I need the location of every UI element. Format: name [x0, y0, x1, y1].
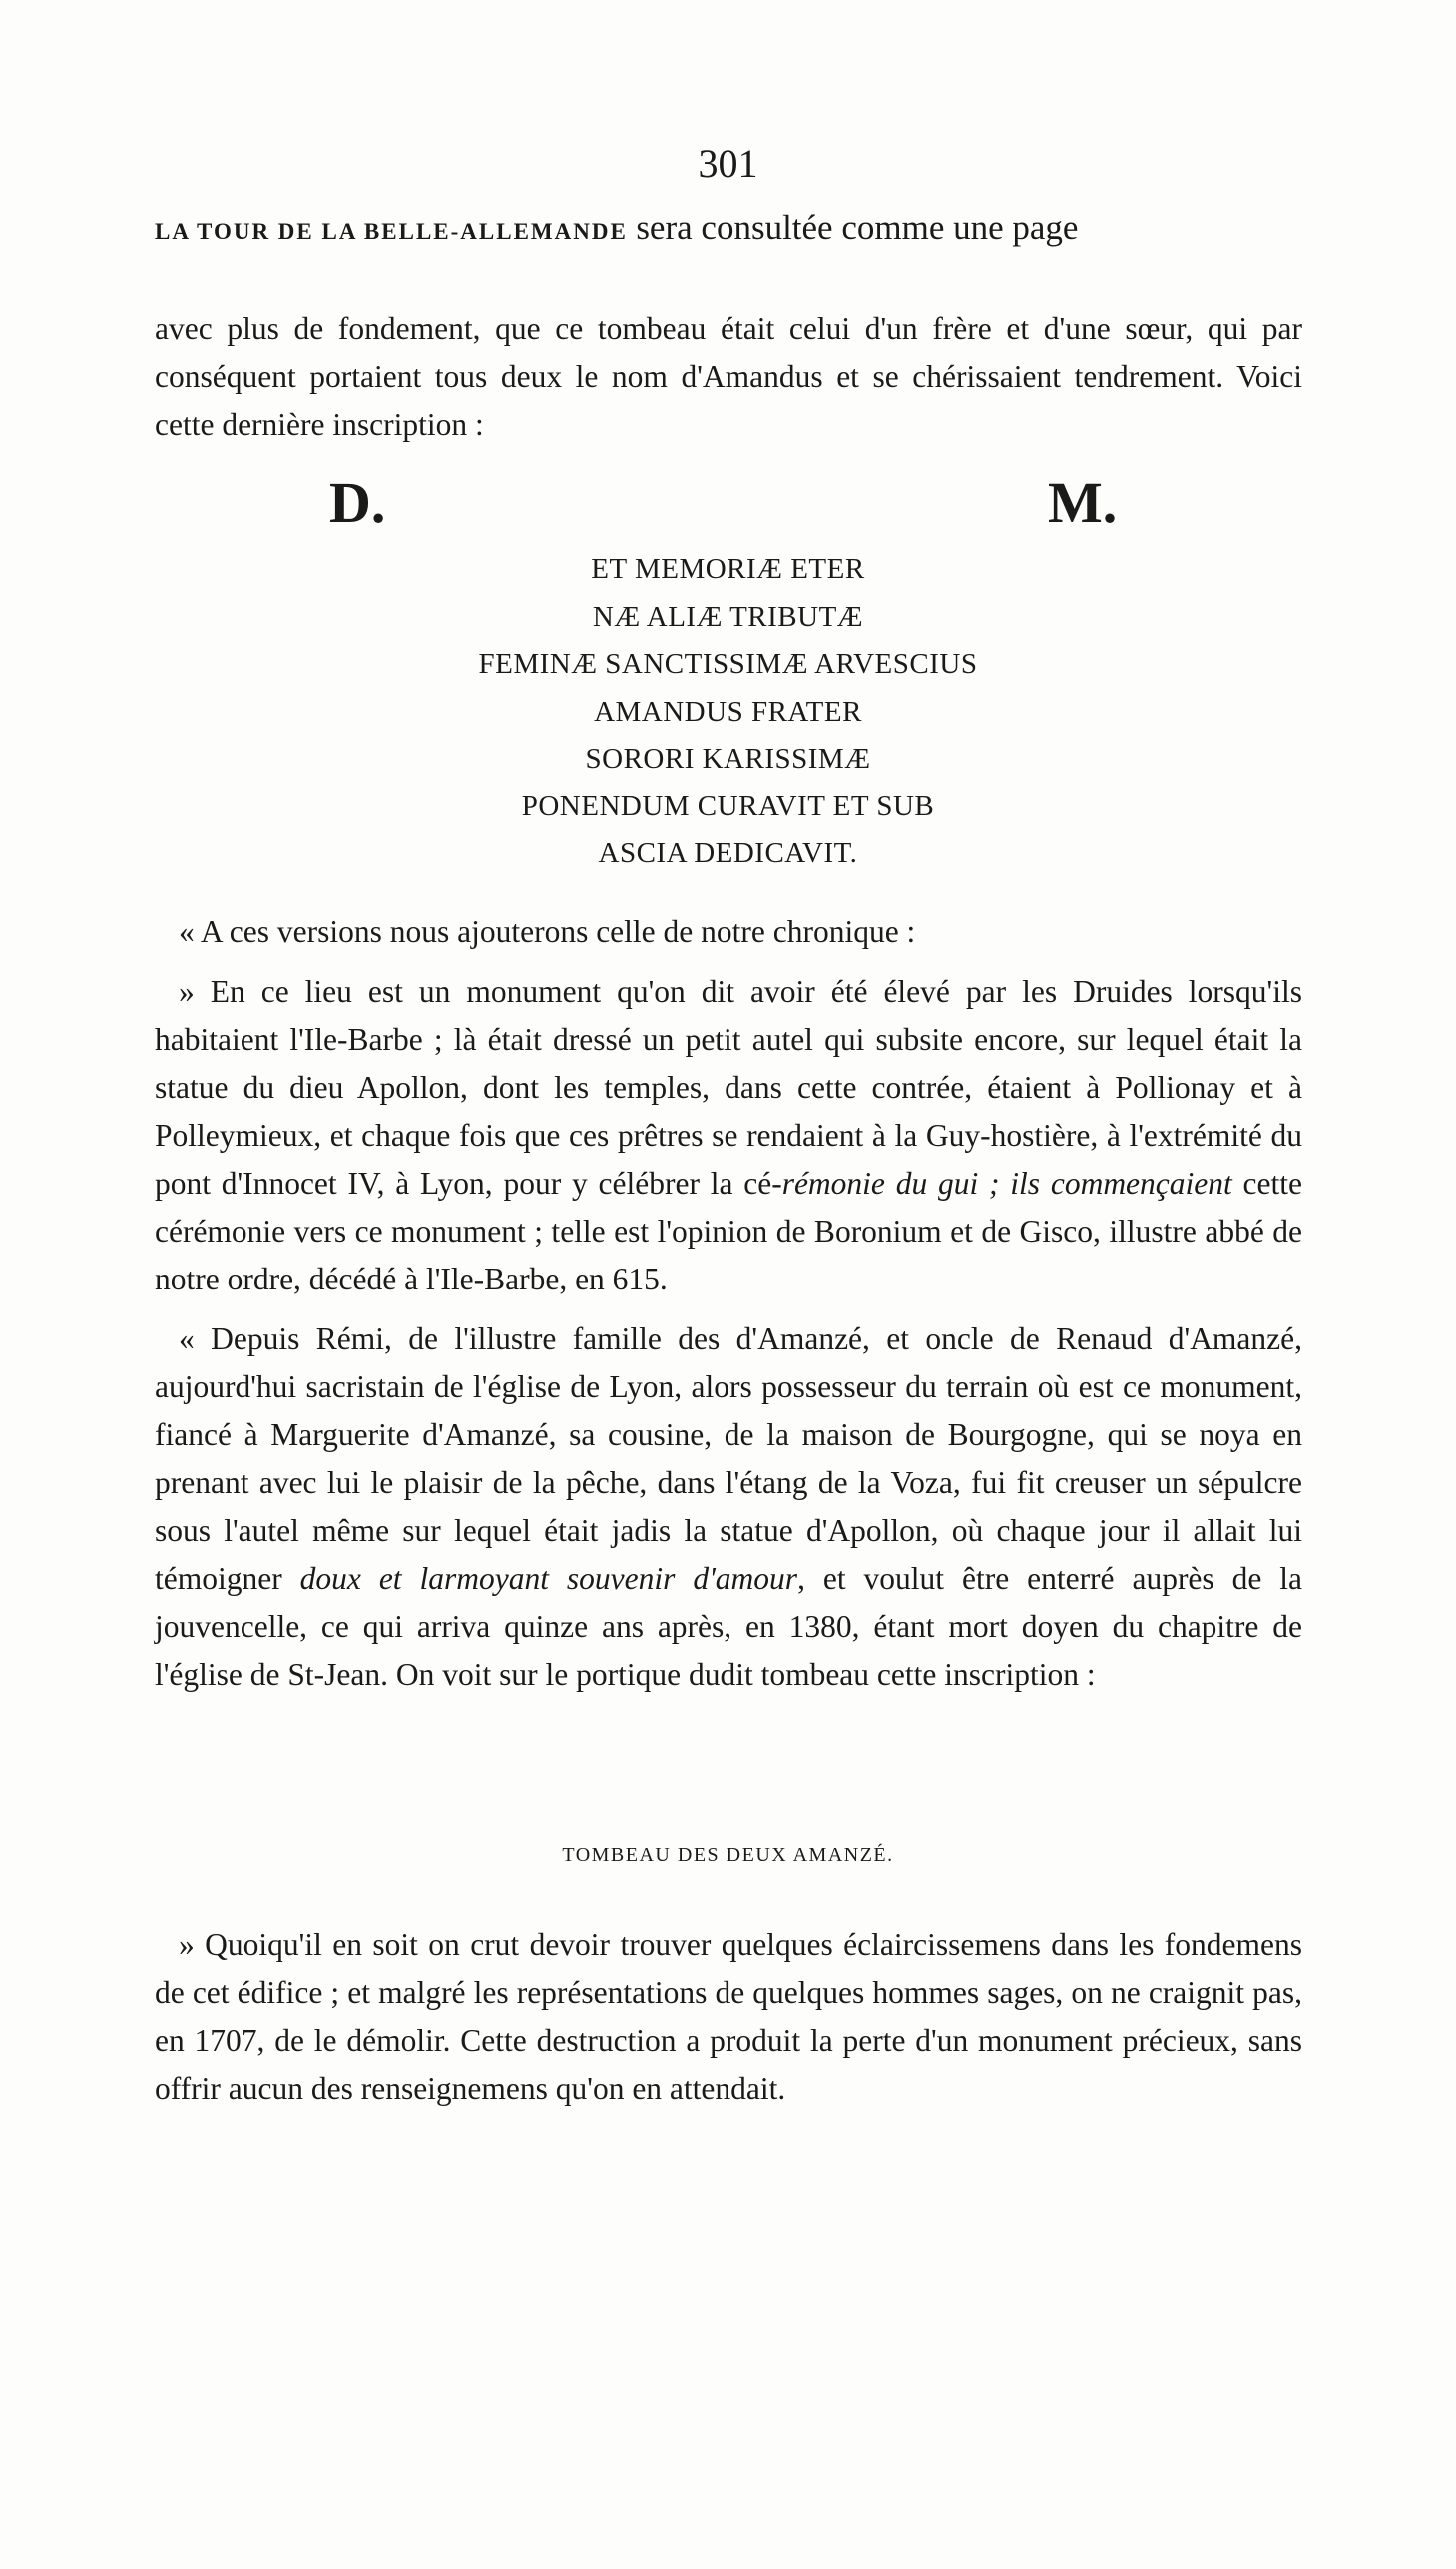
inscription-letter-m: M. [1048, 470, 1118, 535]
chronicle-intro: « A ces versions nous ajouterons celle de notre chronique : [179, 914, 916, 949]
closing-block [155, 1921, 1302, 2125]
remi-text-italic: doux et larmoyant souvenir d'amour [299, 1561, 798, 1596]
intro-paragraph-block [155, 305, 1302, 461]
remi-paragraph [155, 1315, 1302, 1699]
inscription-line: PONENDUM CURAVIT ET SUB [521, 789, 935, 822]
druids-paragraph [155, 968, 1302, 1303]
chronicle-block [155, 908, 1302, 1711]
inscription-line: SORORI KARISSIMÆ [585, 743, 871, 774]
closing-paragraph: » Quoiqu'il en soit on crut devoir trouver quelques éclaircissemens dans les fondemens de cet édifice ; et malgré les représentations de quelques hommes sages, on ne craignit pas, en 1707, de le démolir. Cette destruction a produit la perte d'un monument précieux, sans offrir aucun des renseignemens qu'on en attendait. [155, 1927, 1302, 2106]
inscription-line: FEMINÆ SANCTISSIMÆ ARVESCIUS [478, 648, 978, 680]
remi-text-c: , et voulut être enterré auprès de la jouvencelle, ce qui arriva quinze ans après, en 1380, étant mort doyen du chapitre de l'église de St-Jean. On voit sur le portique dudit tombeau cette inscription : [155, 1561, 1302, 1692]
druids-text-a: » En ce lieu est un monument qu'on dit avoir été élevé par les Druides lorsqu'ils habitaient l'Ile-Barbe ; là était dressé un petit autel qui subsite encore, sur lequel était la statue du dieu Apollon, dont les temples, dans cette contrée, étaient à Pollionay et à Polleymieux, et chaque fois que ces prêtres se rendaient à la Guy-hostière, à l'extrémité du pont d'Innocet IV, à Lyon, pour y célébrer la cé- [155, 974, 1302, 1201]
inscription-letter-d: D. [329, 470, 386, 535]
druids-text-c: cette cérémonie vers ce monument ; telle est l'opinion de Boronium et de Gisco, illustre abbé de notre ordre, décédé à l'Ile-Barbe, en 615. [155, 1166, 1302, 1296]
latin-inscription [0, 546, 1456, 878]
inscription-line: AMANDUS FRATER [594, 695, 862, 728]
running-head-smallcaps: LA TOUR DE LA BELLE-ALLEMANDE [155, 219, 628, 244]
inscription-line: ASCIA DEDICAVIT. [598, 837, 858, 869]
inscription-line: ET MEMORIÆ ETER [591, 553, 865, 585]
running-head [155, 208, 1302, 248]
page-number: 301 [698, 141, 758, 186]
remi-text-a: « Depuis Rémi, de l'illustre famille des d'Amanzé, et oncle de Renaud d'Amanzé, aujourd'hui sacristain de l'église de Lyon, alors possesseur du terrain où est ce monument, fiancé à Marguerite d'Amanzé, sa cousine, de la maison de Bourgogne, qui se noya en prenant avec lui le plaisir de la pêche, dans l'étang de la Voza, fui fit creuser un sépulcre sous l'autel même sur lequel était jadis la statue d'Apollon, où chaque jour il allait lui témoigner [155, 1321, 1302, 1596]
tomb-heading: TOMBEAU DES DEUX AMANZÉ. [562, 1844, 894, 1866]
inscription-line: NÆ ALIÆ TRIBUTÆ [592, 600, 864, 633]
running-head-rest: sera consultée comme une page [636, 208, 1079, 247]
intro-paragraph: avec plus de fondement, que ce tombeau était celui d'un frère et d'une sœur, qui par conséquent portaient tous deux le nom d'Amandus et se chérissaient tendrement. Voici cette dernière inscription : [155, 311, 1302, 442]
druids-text-italic: rémonie du gui ; ils commençaient [781, 1166, 1232, 1201]
